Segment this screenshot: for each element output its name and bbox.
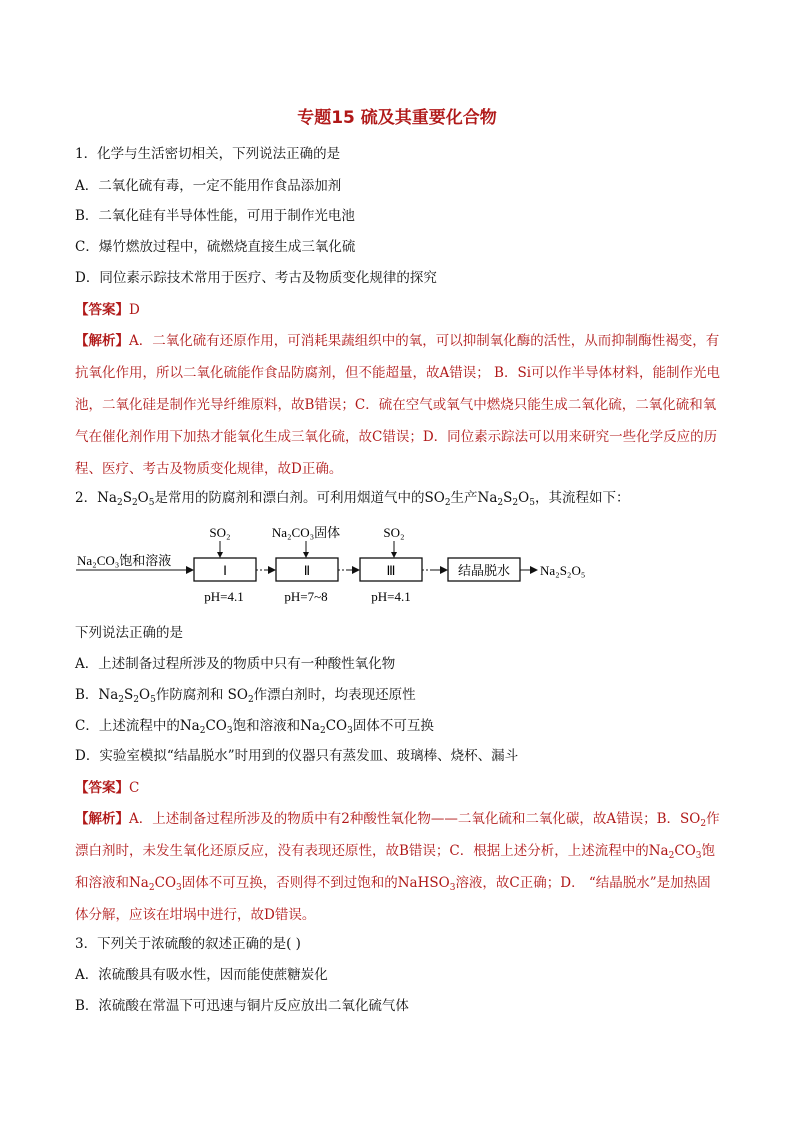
flow-add-2: Na₂CO₃固体 (271, 525, 341, 540)
q2-stem: 2．$Na_2S_2O_5$是常用的防腐剂和漂白剂。可利用烟道气中的$SO_2$生产$Na_2S_2O_5$，其流程如下： (75, 490, 630, 508)
flow-box-3-label: Ⅲ (386, 563, 396, 578)
q2-option-d: D．实验室模拟“结晶脱水”时用到的仪器只有蒸发皿、玻璃棒、烧杯、漏斗 (75, 748, 519, 764)
q2-option-c: C．上述流程中的$Na_2CO_3$饱和溶液和$Na_2CO_3$固体不可互换 (75, 718, 434, 736)
q2-analysis: 【解析】A．上述制备过程所涉及的物质中有2种酸性氧化物——二氧化硫和二氧化碳，故A错误；B．$SO_2$作漂白剂时，未发生氧化还原反应，没有表现还原性，故B错误；C．根据上述分析，上述流程中的$Na_2CO_3$饱和溶液和$Na_2CO_3$固体不可互换，否则得不到过饱和的NaHSO$_3$溶液，故C正确；D． “结晶脱水”是加热固体分解，应该在坩埚中进行，故D错误。 (75, 811, 720, 923)
q1-analysis (75, 325, 721, 485)
flow-add-1: SO₂ (209, 525, 231, 540)
flow-ph-1: pH=4.1 (204, 589, 244, 604)
answer-tag: 【答案】 (75, 780, 129, 796)
q1-option-b: B．二氧化硅有半导体性能，可用于制作光电池 (75, 208, 355, 224)
page-title: 专题15 硫及其重要化合物 (297, 108, 497, 128)
q1-answer (75, 300, 140, 320)
answer-value: D (129, 302, 140, 318)
q2-sub-stem: 下列说法正确的是 (75, 625, 183, 641)
q3-option-a: A．浓硫酸具有吸水性，因而能使蔗糖炭化 (75, 967, 328, 983)
answer-tag: 【答案】 (75, 302, 129, 318)
flow-add-3: SO₂ (383, 525, 405, 540)
q1-option-c: C．爆竹燃放过程中，硫燃烧直接生成三氧化硫 (75, 239, 356, 255)
flow-box-1-label: Ⅰ (223, 563, 227, 578)
q2-option-a: A．上述制备过程所涉及的物质中只有一种酸性氧化物 (75, 656, 396, 672)
analysis-tag: 【解析】 (75, 811, 129, 827)
q1-option-d: D．同位素示踪技术常用于医疗、考古及物质变化规律的探究 (75, 270, 437, 286)
q1-stem: 1．化学与生活密切相关，下列说法正确的是 (75, 146, 341, 162)
analysis-text: A．二氧化硫有还原作用，可消耗果蔬组织中的氧，可以抑制氧化酶的活性，从而抑制酶性褐变，有抗氧化作用，所以二氧化硫能作食品防腐剂，但不能超量，故A错误； B．Si可以作半导体材料，能制作光电池，二氧化硅是制作光导纤维原料，故B错误；C．硫在空气或氧气中燃烧只能生成二氧化硫，二氧化硫和氧气在催化剂作用下加热才能氧化生成三氧化硫，故C错误；D．同位素示踪法可以用来研究一些化学反应的历程、医疗、考古及物质变化规律，故D正确。 (75, 333, 721, 477)
flow-output: Na₂S₂O₅ (540, 563, 586, 578)
q3-option-b: B．浓硫酸在常温下可迅速与铜片反应放出二氧化硫气体 (75, 998, 409, 1014)
analysis-tag: 【解析】 (75, 333, 129, 349)
flow-box-4-label: 结晶脱水 (457, 563, 511, 578)
answer-value: C (129, 780, 140, 796)
flow-box-2-label: Ⅱ (303, 563, 311, 578)
q2-answer (75, 778, 139, 798)
q1-option-a: A．二氧化硫有毒，一定不能用作食品添加剂 (75, 178, 342, 194)
flow-input-label: Na₂CO₃饱和溶液 (77, 553, 172, 568)
process-flow-diagram (74, 520, 634, 610)
q3-stem: 3．下列关于浓硫酸的叙述正确的是( ) (75, 936, 301, 952)
flow-ph-3: pH=4.1 (371, 589, 411, 604)
q2-option-b: B．$Na_2S_2O_5$作防腐剂和 $SO_2$作漂白剂时，均表现还原性 (75, 687, 416, 705)
flow-ph-2: pH=7~8 (284, 589, 328, 604)
